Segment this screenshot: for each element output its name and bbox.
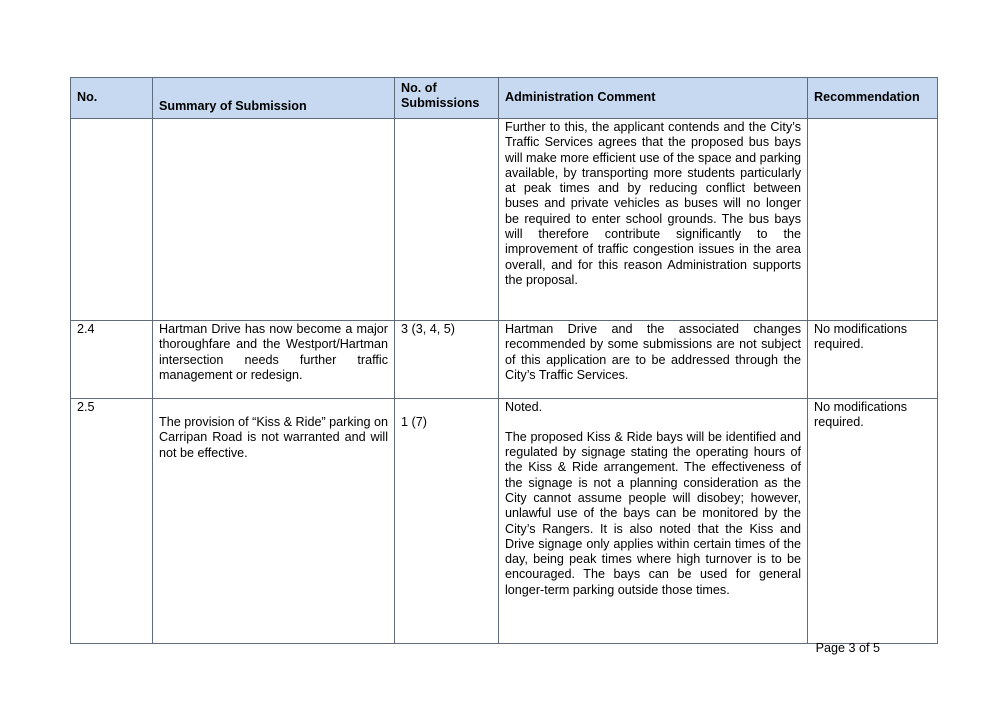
cell-submissions: 3 (3, 4, 5)	[395, 321, 499, 399]
cell-comment: Further to this, the applicant contends and the City’s Traffic Services agrees that the proposed bus bays will make more efficient use of the space and parking available, by transporting more students particularly at peak times and by reducing conflict between buses and private vehicles as buses will no longer be required to enter school grounds. The bus bays will therefore contribute significantly to the improvement of traffic congestion issues in the area overall, and for this reason Administration supports the proposal.	[499, 119, 808, 321]
cell-recommendation: No modifications required.	[808, 399, 938, 644]
cell-recommendation: No modifications required.	[808, 321, 938, 399]
page-number: Page 3 of 5	[815, 641, 880, 655]
header-submissions: No. of Submissions	[395, 78, 499, 119]
header-summary: Summary of Submission	[153, 78, 395, 119]
cell-submissions: 1 (7)	[395, 399, 499, 644]
table-row	[71, 119, 938, 321]
cell-no: 2.4	[71, 321, 153, 399]
cell-no	[71, 119, 153, 321]
cell-summary: Hartman Drive has now become a major thoroughfare and the Westport/Hartman intersection needs further traffic management or redesign.	[153, 321, 395, 399]
cell-recommendation	[808, 119, 938, 321]
table-header-row	[71, 78, 938, 119]
comment-intro: Noted.	[505, 400, 543, 414]
header-comment: Administration Comment	[499, 78, 808, 119]
cell-submissions	[395, 119, 499, 321]
cell-summary	[153, 119, 395, 321]
comment-body: The proposed Kiss & Ride bays will be identified and regulated by signage stating the operating hours of the Kiss & Ride arrangement. The effectiveness of the signage is not a planning consideration as the City cannot assume people will disobey; however, unlawful use of the bays can be monitored by the City’s Rangers. It is also noted that the Kiss and Drive signage only applies within certain times of the day, being peak times where high turnover is to be encouraged. The bays can be used for general longer-term parking outside those times.	[505, 429, 801, 597]
table-row	[71, 321, 938, 399]
header-recommendation: Recommendation	[808, 78, 938, 119]
cell-comment: Hartman Drive and the associated changes recommended by some submissions are not subject of this application are to be addressed through the City’s Traffic Services.	[499, 321, 808, 399]
cell-no: 2.5	[71, 399, 153, 644]
header-no: No.	[71, 78, 153, 119]
submissions-table	[70, 77, 938, 644]
table-row	[71, 399, 938, 644]
cell-comment	[499, 399, 808, 644]
cell-summary: The provision of “Kiss & Ride” parking on Carripan Road is not warranted and will not be effective.	[153, 399, 395, 644]
